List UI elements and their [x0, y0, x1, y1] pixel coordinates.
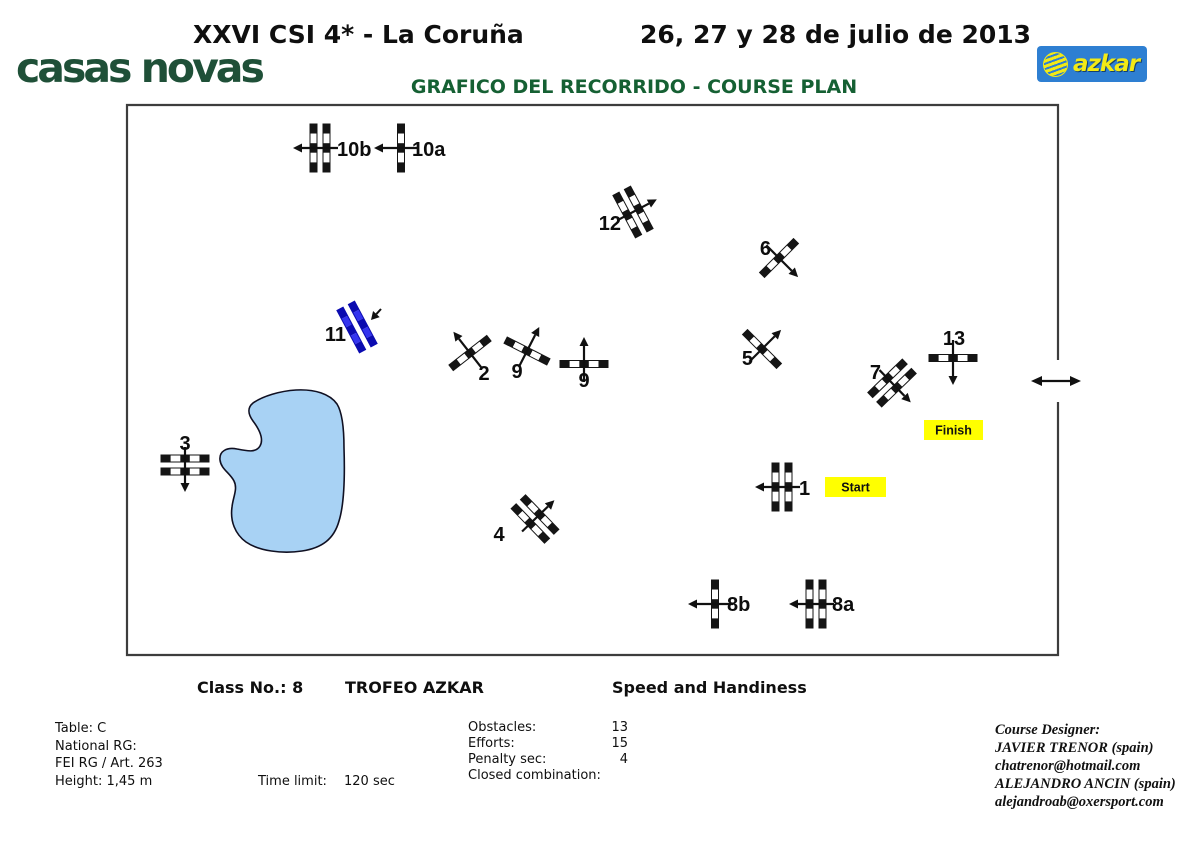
designer-name-1: JAVIER TRENOR (spain): [995, 740, 1154, 756]
water-obstacle: [220, 390, 344, 552]
venue-logo: casas novas: [16, 44, 262, 92]
event-title: XXVI CSI 4* - La Coruña: [193, 20, 524, 49]
jump-10b: [293, 124, 338, 172]
obstacles-label: Obstacles:: [468, 720, 537, 735]
jump-label-11: 11: [324, 324, 346, 346]
time-limit-value: 120 sec: [344, 774, 395, 789]
closed-combination-row: [468, 768, 668, 784]
course-designer-block: [995, 721, 1176, 811]
sponsor-logo-text: azkar: [1073, 51, 1140, 77]
jump-direction-arrow-11: [371, 309, 381, 320]
jump-label-10b: 10b: [337, 139, 372, 161]
counts-block: [468, 720, 668, 784]
jump-label-12: 12: [598, 213, 621, 235]
jump-label-5: 5: [741, 348, 753, 370]
rules-block: [55, 720, 163, 790]
entrance-arrow: [1031, 376, 1081, 386]
jump-label-13: 13: [942, 328, 966, 350]
designer-heading: Course Designer:: [995, 722, 1101, 738]
start-label: Start: [841, 480, 870, 495]
jump-2: [434, 317, 500, 382]
class-trophy: TROFEO AZKAR: [345, 678, 484, 697]
penalty-label: Penalty sec:: [468, 752, 547, 767]
jump-label-9a: 9: [511, 361, 523, 383]
obstacles-value: 13: [611, 720, 628, 735]
jump-label-1: 1: [799, 478, 811, 500]
efforts-row: [468, 736, 628, 752]
jump-label-6: 6: [759, 238, 771, 260]
jump-label-2: 2: [478, 363, 490, 385]
closed-combination-label: Closed combination:: [468, 768, 601, 783]
jump-1: [755, 463, 800, 511]
jump-label-10a: 10a: [412, 139, 446, 161]
national-line: National RG:: [55, 738, 137, 754]
table-line: Table: C: [55, 721, 107, 736]
page-subtitle: GRAFICO DEL RECORRIDO - COURSE PLAN: [410, 76, 858, 98]
designer-email-2: alejandroab@oxersport.com: [995, 794, 1164, 810]
penalty-value: 4: [619, 752, 628, 767]
jump-label-7: 7: [869, 362, 881, 384]
efforts-label: Efforts:: [468, 736, 515, 751]
fei-line: FEI RG / Art. 263: [55, 756, 163, 771]
jump-label-9b: 9: [578, 370, 590, 392]
time-limit-label: Time limit:: [258, 774, 327, 789]
jump-label-4: 4: [493, 524, 505, 546]
finish-label: Finish: [935, 423, 972, 438]
jump-4: [505, 483, 571, 549]
arena-border: [127, 105, 1058, 655]
event-dates: 26, 27 y 28 de julio de 2013: [640, 20, 1032, 49]
jump-label-8a: 8a: [832, 594, 855, 616]
jump-label-8b: 8b: [727, 594, 751, 616]
class-number: Class No.: 8: [197, 678, 304, 697]
class-type: Speed and Handiness: [612, 678, 807, 697]
designer-name-2: ALEJANDRO ANCIN (spain): [995, 776, 1176, 792]
height-line: Height: 1,45 m: [55, 773, 153, 789]
jump-8a: [789, 580, 834, 628]
efforts-value: 15: [611, 736, 628, 751]
designer-email-1: chatrenor@hotmail.com: [995, 758, 1141, 774]
jump-9a: [497, 316, 560, 378]
obstacles-row: [468, 720, 628, 736]
penalty-row: [468, 752, 628, 768]
jump-label-3: 3: [179, 433, 191, 455]
